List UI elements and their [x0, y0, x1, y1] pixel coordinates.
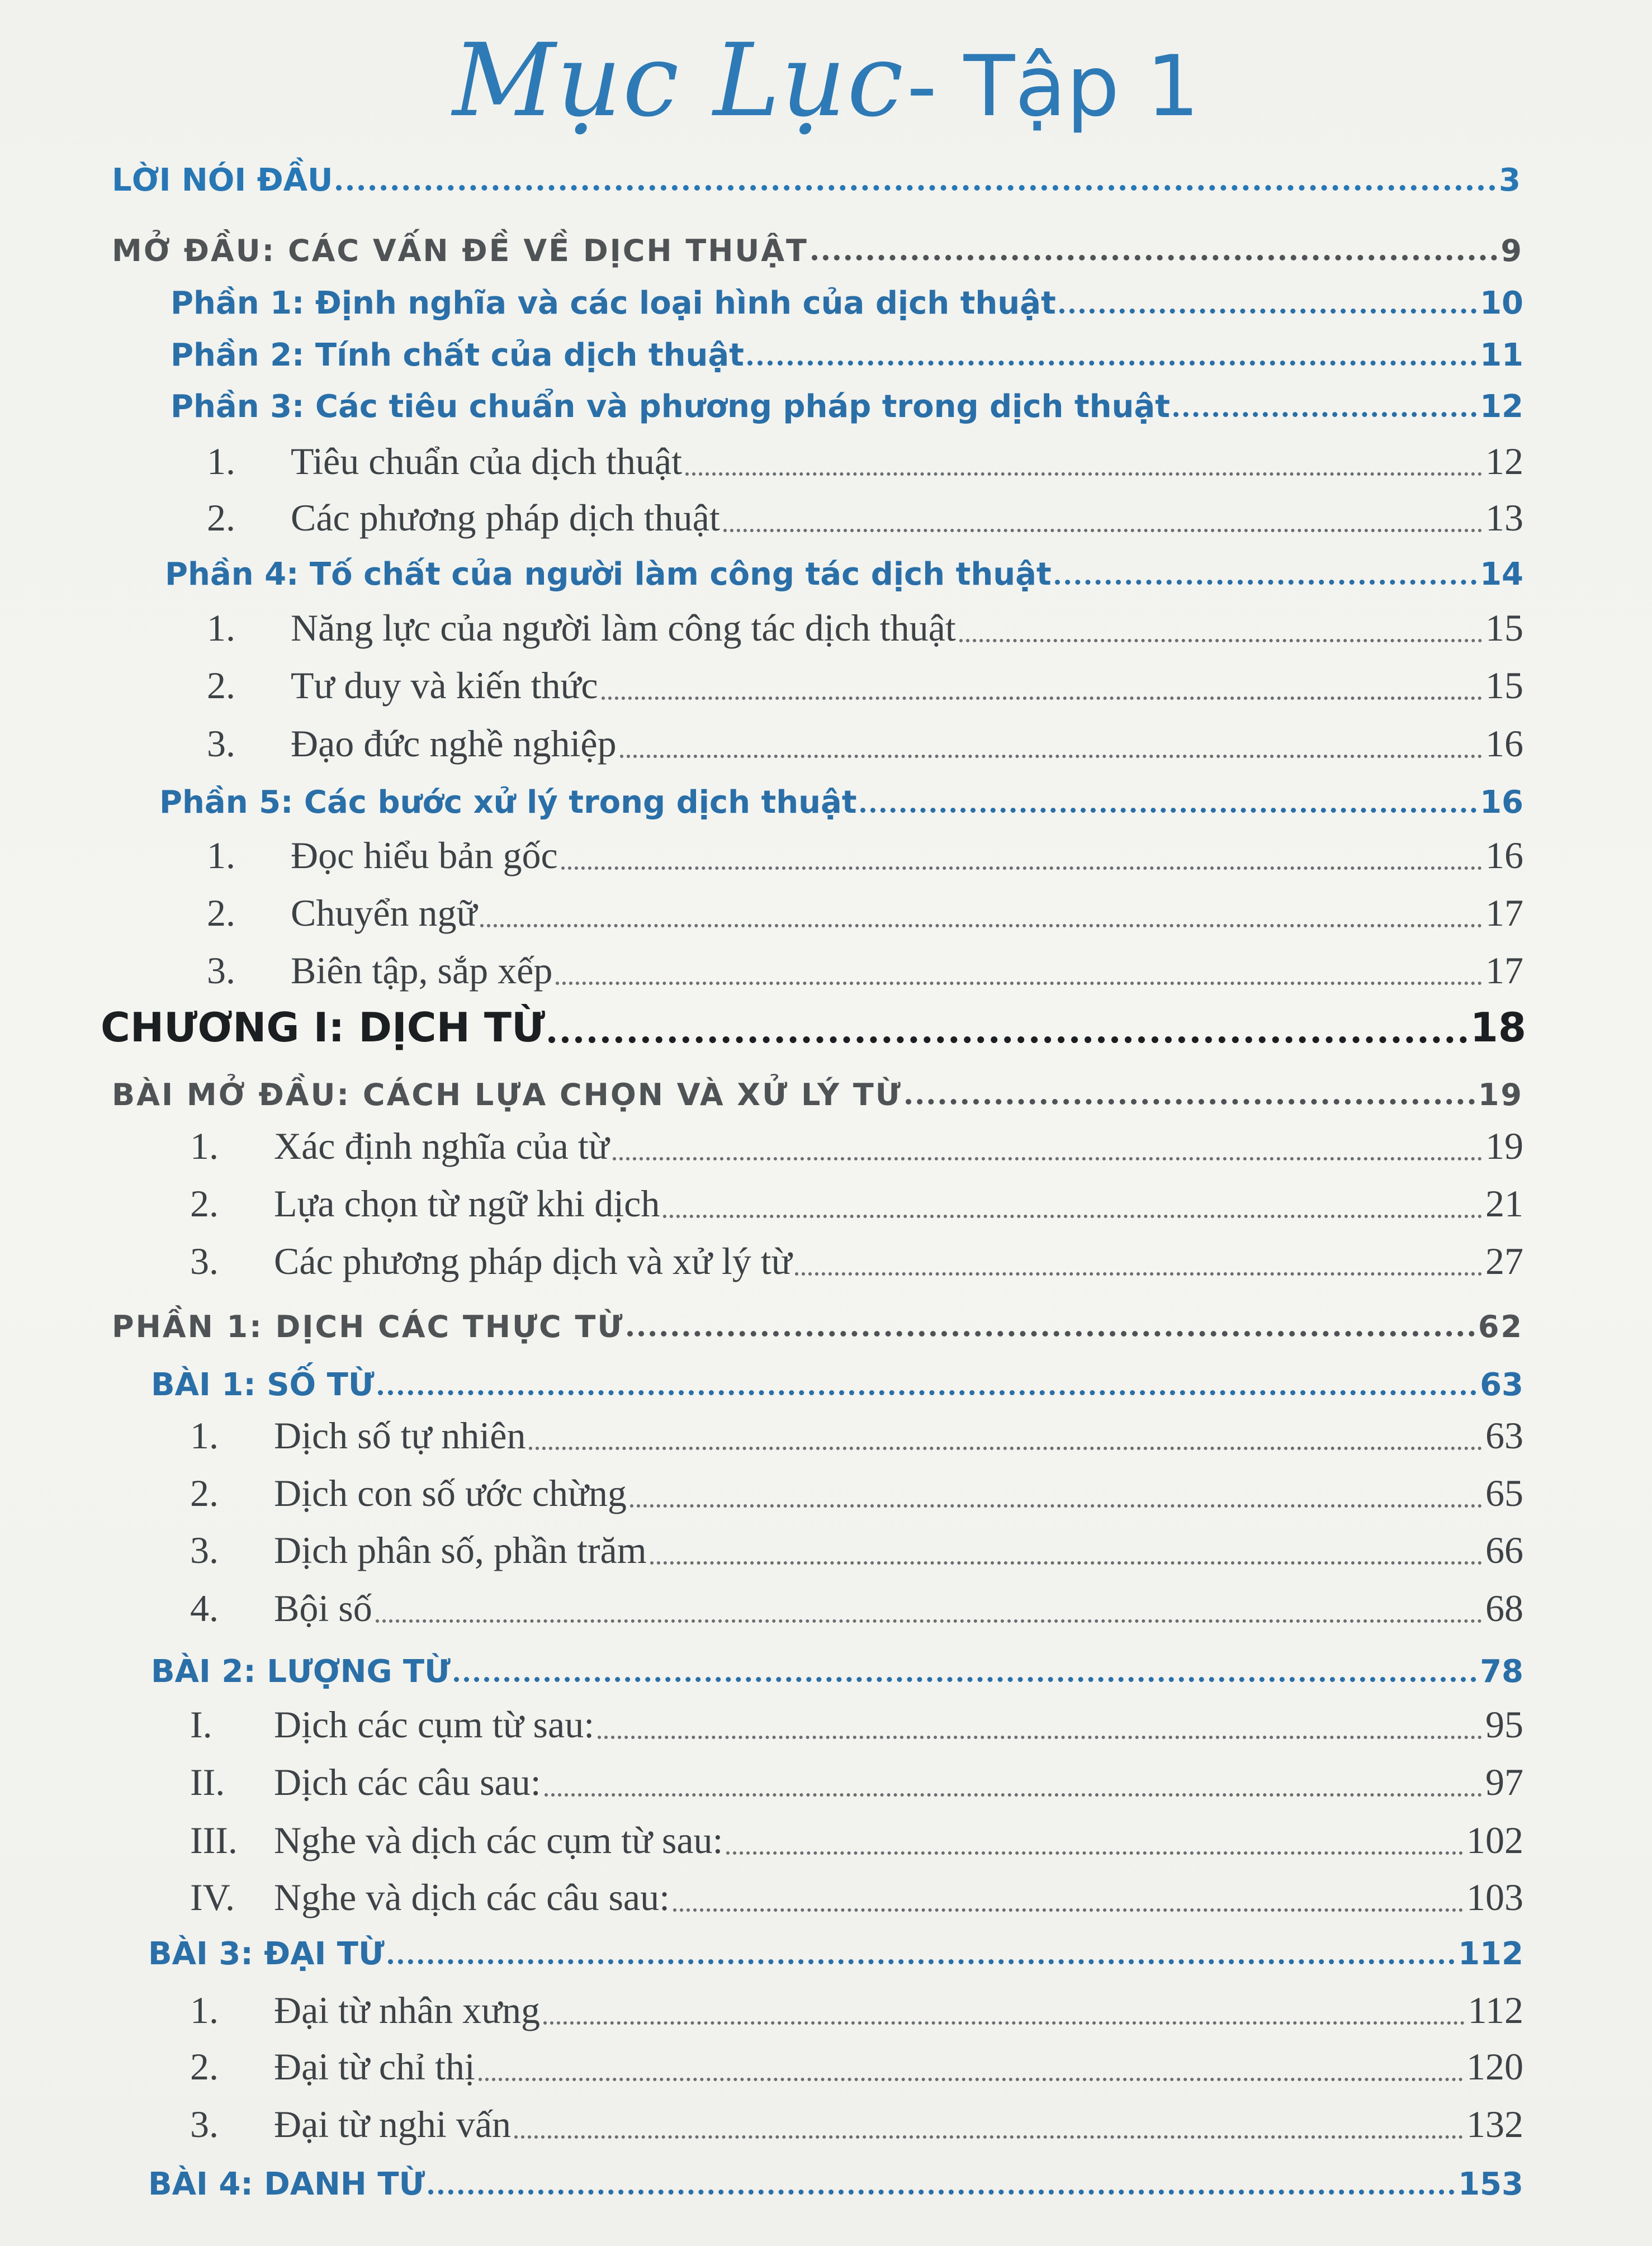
- toc-entry-page: 68: [1485, 1587, 1523, 1629]
- toc-entry-page: 16: [1485, 834, 1523, 876]
- dot-leader: [650, 1561, 1482, 1565]
- toc-entry-page: 103: [1466, 1876, 1523, 1918]
- toc-entry-label: BÀI 1: SỐ TỪ: [151, 1367, 375, 1403]
- toc-entry-number: 4.: [190, 1587, 219, 1629]
- toc-entry-number: III.: [190, 1819, 238, 1861]
- toc-entry-number: 2.: [207, 892, 235, 934]
- dot-leader: [620, 755, 1482, 758]
- dot-leader: [1173, 412, 1476, 417]
- toc-entry: [207, 879, 1523, 935]
- dot-leader: [378, 1390, 1476, 1395]
- toc-entry: [207, 428, 1523, 484]
- toc-entry-page: 9: [1500, 233, 1523, 268]
- toc-entry-page: 18: [1470, 1004, 1526, 1051]
- dot-leader: [673, 1908, 1463, 1912]
- toc-entry-page: 16: [1485, 722, 1523, 765]
- toc-entry-page: 16: [1480, 784, 1523, 821]
- dot-leader: [543, 2021, 1465, 2025]
- toc-entry-page: 65: [1485, 1472, 1523, 1514]
- toc-entry-label: Đạo đức nghề nghiệp: [291, 722, 617, 765]
- toc-entry-label: Các phương pháp dịch thuật: [291, 496, 720, 539]
- toc-entry-label: LỜI NÓI ĐẦU: [112, 162, 333, 198]
- toc-entry: [151, 1347, 1523, 1403]
- toc-entry-page: 12: [1480, 388, 1523, 425]
- toc-entry-label: BÀI 4: DANH TỪ: [148, 2166, 425, 2202]
- toc-entry: [190, 1112, 1523, 1168]
- dot-leader: [556, 982, 1482, 985]
- toc-entry-page: 21: [1485, 1182, 1523, 1225]
- toc-entry: [190, 2033, 1523, 2089]
- toc-entry-number: 3.: [190, 2103, 219, 2145]
- dot-leader: [602, 696, 1482, 700]
- toc-entry: [190, 1575, 1523, 1631]
- toc-entry-number: 2.: [190, 1472, 219, 1514]
- toc-entry: [112, 1056, 1523, 1112]
- toc-entry-number: 1.: [207, 606, 235, 649]
- toc-entry: [151, 1634, 1523, 1690]
- toc-entry-label: Dịch con số ước chừng: [274, 1472, 627, 1514]
- toc-entry-page: 12: [1485, 440, 1523, 482]
- dot-leader: [795, 1272, 1482, 1276]
- toc-entry: [112, 212, 1523, 268]
- toc-entry-label: Xác định nghĩa của từ: [274, 1125, 609, 1167]
- dot-leader: [514, 2135, 1463, 2139]
- toc-entry: [190, 2091, 1523, 2147]
- toc-entry-page: 102: [1466, 1819, 1523, 1861]
- toc-entry-label: Phần 2: Tính chất của dịch thuật: [171, 337, 744, 373]
- toc-entry-number: 1.: [207, 440, 235, 482]
- dot-leader: [663, 1215, 1482, 1218]
- toc-entry-label: BÀI MỞ ĐẦU: CÁCH LỰA CHỌN VÀ XỬ LÝ TỪ: [112, 1077, 902, 1112]
- toc-entry: [190, 1749, 1523, 1804]
- toc-entry-label: Dịch các cụm từ sau:: [274, 1703, 595, 1746]
- toc-entry-page: 78: [1480, 1653, 1523, 1690]
- toc-entry: [159, 765, 1523, 821]
- toc-entry: [171, 369, 1523, 425]
- toc-entry-label: Phần 5: Các bước xử lý trong dịch thuật: [159, 784, 857, 821]
- toc-entry: [190, 1807, 1523, 1863]
- toc-entry: [190, 1977, 1523, 2032]
- toc-entry-label: BÀI 2: LƯỢNG TỪ: [151, 1653, 451, 1690]
- toc-entry: [207, 710, 1523, 766]
- toc-entry: [207, 937, 1523, 993]
- toc-entry-page: 13: [1485, 496, 1523, 539]
- toc-entry-label: CHƯƠNG I: DỊCH TỪ: [101, 1004, 546, 1051]
- dot-leader: [336, 185, 1495, 191]
- toc-entry-page: 120: [1466, 2045, 1523, 2088]
- title-volume: - Tập 1: [906, 38, 1200, 135]
- toc-entry-page: 63: [1480, 1367, 1523, 1403]
- toc-entry-number: 1.: [190, 1989, 219, 2031]
- toc-entry-number: 2.: [207, 664, 235, 707]
- toc-entry-page: 112: [1468, 1989, 1523, 2031]
- toc-entry-label: Tiêu chuẩn của dịch thuật: [291, 440, 682, 482]
- dot-leader: [376, 1619, 1482, 1623]
- dot-leader: [529, 1447, 1482, 1450]
- toc-entry-label: Dịch các câu sau:: [274, 1761, 541, 1803]
- toc-entry-label: Nghe và dịch các câu sau:: [274, 1876, 670, 1918]
- toc-entry: [207, 652, 1523, 708]
- toc-entry-number: I.: [190, 1703, 212, 1746]
- toc-entry-label: Phần 3: Các tiêu chuẩn và phương pháp trong dịch thuật: [171, 388, 1170, 425]
- toc-entry-label: Phần 1: Định nghĩa và các loại hình của dịch thuật: [171, 285, 1056, 321]
- toc-entry-page: 153: [1458, 2166, 1523, 2202]
- toc-entry-page: 132: [1466, 2103, 1523, 2145]
- dot-leader: [726, 1851, 1463, 1855]
- toc-entry-label: Đọc hiểu bản gốc: [291, 834, 558, 876]
- dot-leader: [545, 1793, 1482, 1797]
- toc-entry-label: BÀI 3: ĐẠI TỪ: [148, 1936, 385, 1972]
- dot-leader: [480, 924, 1482, 927]
- toc-entry-label: Đại từ nhân xưng: [274, 1989, 540, 2031]
- toc-entry-number: 3.: [207, 722, 235, 765]
- toc-entry: [190, 1228, 1523, 1283]
- toc-entry: [207, 822, 1523, 878]
- toc-entry: [112, 1288, 1523, 1344]
- dot-leader: [959, 639, 1482, 642]
- dot-leader: [860, 808, 1477, 813]
- toc-entry-page: 112: [1458, 1936, 1523, 1972]
- toc-entry: [207, 594, 1523, 650]
- toc-entry: [190, 1517, 1523, 1572]
- toc-entry-label: Năng lực của người làm công tác dịch thuật: [291, 606, 956, 649]
- toc-entry-page: 63: [1485, 1414, 1523, 1457]
- dot-leader: [685, 472, 1482, 476]
- dot-leader: [627, 1331, 1474, 1337]
- toc-entry-label: Tư duy và kiến thức: [291, 664, 598, 707]
- toc-entry-label: Nghe và dịch các cụm từ sau:: [274, 1819, 723, 1861]
- toc-entry-page: 95: [1485, 1703, 1523, 1746]
- dot-leader: [388, 1959, 1455, 1964]
- toc-entry: [190, 1691, 1523, 1747]
- toc-entry-page: 11: [1480, 337, 1523, 373]
- toc-entry: [190, 1170, 1523, 1226]
- toc-entry-label: Dịch phân số, phần trăm: [274, 1529, 647, 1571]
- dot-leader: [1055, 580, 1476, 585]
- dot-leader: [598, 1736, 1482, 1739]
- toc-entry: [190, 1460, 1523, 1515]
- dot-leader: [479, 2078, 1463, 2081]
- toc-entry: [148, 2147, 1523, 2202]
- dot-leader: [812, 255, 1498, 260]
- toc-entry-label: MỞ ĐẦU: CÁC VẤN ĐỀ VỀ DỊCH THUẬT: [112, 233, 808, 268]
- dot-leader: [454, 1677, 1476, 1682]
- toc-entry-number: 2.: [190, 2045, 219, 2088]
- toc-entry-number: 2.: [207, 496, 235, 539]
- dot-leader: [723, 529, 1482, 532]
- toc-entry-label: Chuyển ngữ: [291, 892, 477, 934]
- toc-entry-number: IV.: [190, 1876, 235, 1918]
- toc-entry-label: Phần 4: Tố chất của người làm công tác dịch thuật: [165, 556, 1052, 593]
- toc-entry-page: 27: [1485, 1240, 1523, 1282]
- toc-entry: [171, 318, 1523, 373]
- toc-entry-page: 3: [1499, 162, 1521, 198]
- toc-entry: [112, 143, 1521, 198]
- toc-entry-number: 1.: [207, 834, 235, 876]
- toc-entry: [101, 995, 1526, 1051]
- dot-leader: [428, 2190, 1455, 2195]
- dot-leader: [548, 1036, 1467, 1043]
- toc-entry-label: Lựa chọn từ ngữ khi dịch: [274, 1182, 660, 1225]
- toc-entry: [165, 537, 1523, 593]
- toc-entry-label: Dịch số tự nhiên: [274, 1414, 526, 1457]
- toc-entry-label: Bội số: [274, 1587, 372, 1629]
- dot-leader: [613, 1157, 1482, 1160]
- toc-entry-page: 19: [1478, 1077, 1523, 1112]
- dot-leader: [747, 361, 1476, 366]
- toc-entry-number: 1.: [190, 1414, 219, 1457]
- toc-entry-label: Đại từ nghi vấn: [274, 2103, 512, 2145]
- toc-entry-label: PHẦN 1: DỊCH CÁC THỰC TỪ: [112, 1309, 624, 1344]
- toc-entry-number: 3.: [207, 949, 235, 992]
- toc-entry: [190, 1864, 1523, 1920]
- toc-entry-page: 17: [1485, 949, 1523, 992]
- title-script: Mục Lục: [452, 22, 905, 139]
- toc-entry-page: 62: [1478, 1309, 1523, 1344]
- toc-entry-page: 17: [1485, 892, 1523, 934]
- toc-entry-page: 66: [1485, 1529, 1523, 1571]
- toc-entry: [148, 1916, 1523, 1972]
- toc-entry: [171, 266, 1523, 321]
- toc-entry-number: 3.: [190, 1529, 219, 1571]
- toc-entry: [207, 484, 1523, 540]
- toc-entry-page: 14: [1480, 556, 1523, 593]
- dot-leader: [630, 1504, 1482, 1508]
- toc-entry-number: II.: [190, 1761, 225, 1803]
- toc-entry-number: 1.: [190, 1125, 219, 1167]
- toc-entry-page: 19: [1485, 1125, 1523, 1167]
- toc-entry-number: 2.: [190, 1182, 219, 1225]
- dot-leader: [906, 1099, 1475, 1105]
- toc-entry-page: 97: [1485, 1761, 1523, 1803]
- toc-entry-label: Các phương pháp dịch và xử lý từ: [274, 1240, 792, 1282]
- dot-leader: [561, 866, 1482, 870]
- toc-entry: [190, 1402, 1523, 1458]
- toc-entry-number: 3.: [190, 1240, 219, 1282]
- toc-entry-label: Biên tập, sắp xếp: [291, 949, 553, 992]
- toc-entry-page: 15: [1485, 606, 1523, 649]
- toc-entry-page: 10: [1480, 285, 1523, 321]
- dot-leader: [1059, 309, 1476, 314]
- toc-entry-label: Đại từ chỉ thị: [274, 2045, 475, 2088]
- toc-entry-page: 15: [1485, 664, 1523, 707]
